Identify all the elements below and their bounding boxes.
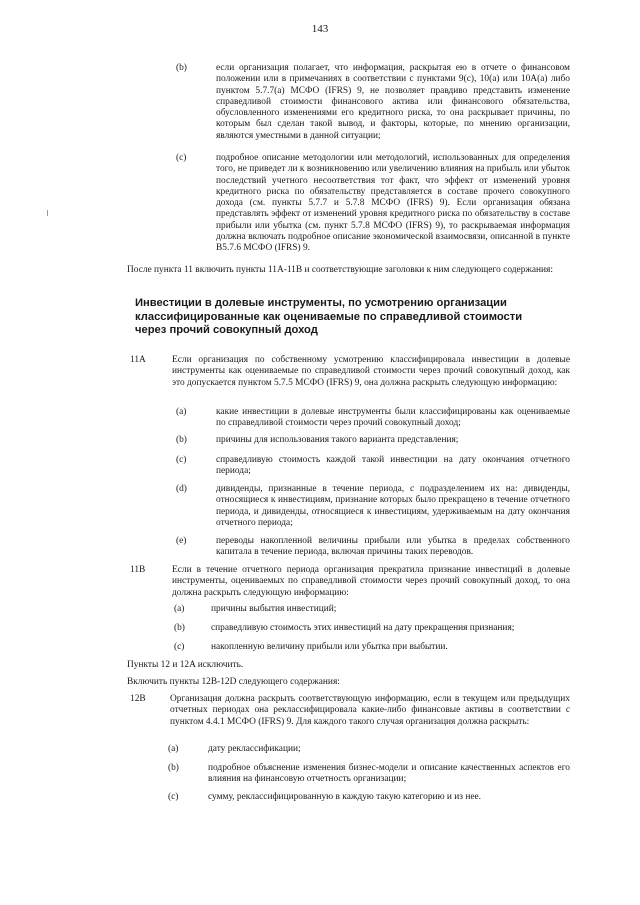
item-text: дату реклассификации;	[208, 744, 301, 754]
item-text: причины для использования такого варианта представления;	[216, 435, 459, 445]
item-label: (c)	[174, 642, 185, 652]
paragraph-include-12b: Включить пункты 12B-12D следующего содержания:	[127, 677, 340, 687]
item-label: (b)	[176, 435, 187, 445]
item-text: если организация полагает, что информация, раскрытая ею в отчете о финансовом положении или в примечаниях в соответствии с пунктами 9(c), 10(a) или 10A(a) либо пунктом 5.7.7(a) МСФО (IFRS) 9, не позволяет правдиво представить изменение справедливой стоимости финансового актива или финансового обязательства, обусловленного изменениями его кредитного риска, то она раскрывает причины, по которым был сделан такой вывод, и факторы, которые, по мнению организации, являются уместными в данной ситуации;	[216, 63, 570, 141]
item-text: какие инвестиции в долевые инструменты были классифицированы как оцениваемые по справедливой стоимости через прочий совокупный доход;	[216, 407, 570, 429]
paragraph-number: 11A	[130, 355, 146, 365]
item-label: (b)	[174, 623, 185, 633]
item-label: (c)	[176, 153, 187, 163]
item-text: переводы накопленной величины прибыли или убытка в пределах собственного капитала в течение периода, включая причины таких переводов.	[216, 536, 570, 558]
item-text: справедливую стоимость каждой такой инвестиции на дату окончания отчетного периода;	[216, 455, 570, 477]
item-text: справедливую стоимость этих инвестиций на дату прекращения признания;	[211, 623, 515, 633]
item-label: (a)	[176, 407, 187, 417]
item-text: причины выбытия инвестиций;	[211, 604, 337, 614]
item-label: (b)	[176, 63, 187, 73]
item-text: дивиденды, признанные в течение периода, с подразделением их на: дивиденды, относящиеся к инвестициям, признание которых было прекращено в течение отчетного периода, и дивиденды, относящиеся к инвестициям, удерживаемым на дату окончания отчетного периода;	[216, 484, 570, 528]
item-text: сумму, реклассифицированную в каждую такую категорию и из нее.	[208, 792, 482, 802]
item-label: (d)	[176, 484, 187, 494]
item-label: (c)	[168, 792, 179, 802]
paragraph-intro-11: После пункта 11 включить пункты 11A-11B и соответствующие заголовки к ним следующего содержания:	[127, 265, 553, 275]
item-label: (a)	[174, 604, 185, 614]
page-number: 143	[311, 23, 329, 35]
paragraph-text: Если организация по собственному усмотрению классифицировала инвестиции в долевые инструменты как оцениваемые по справедливой стоимости через прочий совокупный доход, как это допускается пунктом 5.7.5 МСФО (IFRS) 9, она должна раскрыть следующую информацию:	[172, 355, 570, 388]
item-text: подробное описание методологии или методологий, использованных для определения того, не приведет ли к возникновению или увеличению влияния на прибыль или убыток последствий учетного несоответствия тот факт, что эффект от изменений уровня кредитного риска по обязательству представляется в составе прочего совокупного дохода (см. пункты 5.7.7 и 5.7.8 МСФО (IFRS) 9). Если организация обязана представлять эффект от изменений уровня кредитного риска по обязательству в составе прибыли или убытка (см. пункт 5.7.8 МСФО (IFRS) 9), то раскрываемая информация должна включать подробное описание экономической взаимосвязи, описанной в пункте B5.7.6 МСФО (IFRS) 9.	[216, 153, 570, 254]
item-label: (b)	[168, 763, 179, 773]
item-label: (a)	[168, 744, 179, 754]
paragraph-text: Если в течение отчетного периода организация прекратила признание инвестиций в долевые инструменты, оцениваемых по справедливой стоимости через прочий совокупный доход, то она должна раскрыть следующую информацию:	[172, 565, 570, 598]
paragraph-exclude-12: Пункты 12 и 12A исключить.	[127, 660, 244, 670]
item-label: (e)	[176, 536, 187, 546]
section-heading: Инвестиции в долевые инструменты, по усмотрению организации классифицированные как оцениваемые по справедливой стоимости через прочий совокупный доход	[135, 297, 523, 336]
paragraph-text: Организация должна раскрыть соответствующую информацию, если в текущем или предыдущих отчетных периодах она реклассифицировала какие-либо финансовые активы в соответствии с пунктом 4.4.1 МСФО (IFRS) 9. Для каждого такого случая организация должна раскрыть:	[170, 694, 570, 727]
paragraph-number: 11B	[130, 565, 146, 575]
scan-mark	[47, 210, 48, 216]
paragraph-number: 12B	[130, 694, 146, 704]
item-text: накопленную величину прибыли или убытка при выбытии.	[211, 642, 448, 652]
item-text: подробное объяснение изменения бизнес-модели и описание качественных аспектов его влияния на финансовую отчетность организации;	[208, 763, 570, 785]
item-label: (c)	[176, 455, 187, 465]
